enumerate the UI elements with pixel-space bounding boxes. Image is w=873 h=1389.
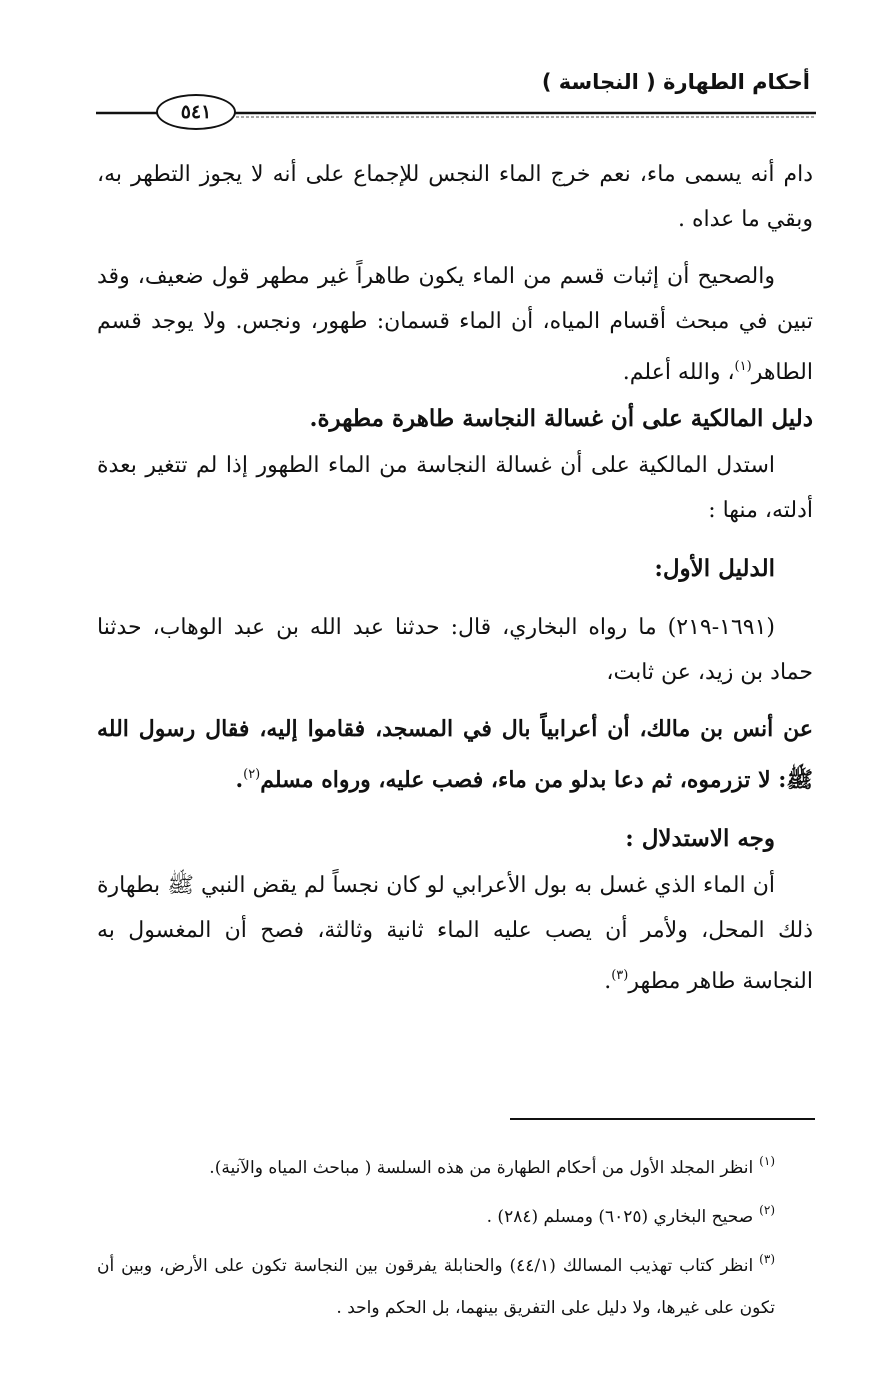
footnote-1-text: انظر المجلد الأول من أحكام الطهارة من هذه السلسة ( مباحث المياه والآنية). xyxy=(209,1158,754,1178)
footnote-1 xyxy=(97,1140,813,1189)
paragraph-2-end: ، والله أعلم. xyxy=(622,360,735,385)
footnote-separator xyxy=(510,1118,815,1120)
paragraph-4: (١٦٩١-٢١٩) ما رواه البخاري، قال: حدثنا عبد الله بن عبد الوهاب، حدثنا حماد بن زيد، عن ثابت، xyxy=(97,615,813,685)
section-heading: دليل المالكية على أن غسالة النجاسة طاهرة مطهرة. xyxy=(309,405,813,432)
paragraph-5-end: . xyxy=(604,969,612,994)
hadith-body: عن أنس بن مالك، أن أعرابياً بال في المسجد، فقاموا إليه، فقال رسول الله ﷺ: لا تزرموه، ثم دعا بدلو من ماء، فصب عليه، ورواه مسلم xyxy=(97,716,813,793)
footnote-3-number: (٣) xyxy=(759,1252,775,1266)
subheading-reasoning: وجه الاستدلال : xyxy=(625,825,775,852)
paragraph-5 xyxy=(97,863,813,1004)
footnote-ref-3[interactable]: (٣) xyxy=(611,968,629,983)
paragraph-1: دام أنه يسمى ماء، نعم خرج الماء النجس للإجماع على أنه لا يجوز التطهر به، وبقي ما عداه . xyxy=(97,162,813,232)
paragraph-2-text: والصحيح أن إثبات قسم من الماء يكون طاهراً غير مطهر قول ضعيف، وقد تبين في مبحث أقسام المياه، أن الماء قسمان: طهور، ونجس. ولا يوجد قسم الطاهر xyxy=(97,264,813,385)
paragraph-3: استدل المالكية على أن غسالة النجاسة من الماء الطهور إذا لم تتغير بعدة أدلته، منها : xyxy=(97,453,813,523)
subheading-first-evidence: الدليل الأول: xyxy=(654,555,775,582)
footnote-2-text: صحيح البخاري (٦٠٢٥) ومسلم (٢٨٤) . xyxy=(486,1207,754,1227)
paragraph-2 xyxy=(97,254,813,395)
paragraph-5-text: أن الماء الذي غسل به بول الأعرابي لو كان نجساً لم يقض النبي ﷺ بطهارة ذلك المحل، ولأمر أن يصب عليه الماء ثانية وثالثة، فصح أن المغسول به النجاسة طاهر مطهر xyxy=(97,873,813,994)
footnote-3 xyxy=(97,1238,813,1329)
footnote-3-text: انظر كتاب تهذيب المسالك (٤٤/١) والحنابلة يفرقون بين النجاسة تكون على الأرض، وبين أن تكون على غيرها، ولا دليل على التفريق بينهما، بل الحكم واحد . xyxy=(97,1256,775,1318)
main-text xyxy=(97,152,813,1004)
page-header xyxy=(96,62,816,132)
footnote-1-number: (١) xyxy=(759,1154,775,1168)
footnotes xyxy=(97,1140,813,1329)
footnote-ref-2[interactable]: (٢) xyxy=(243,767,261,782)
running-title: أحكام الطهارة ( النجاسة ) xyxy=(541,70,810,94)
footnote-ref-1[interactable]: (١) xyxy=(734,359,752,374)
hadith-text xyxy=(97,707,813,803)
hadith-end: . xyxy=(235,767,244,793)
footnote-2 xyxy=(97,1189,813,1238)
footnote-2-number: (٢) xyxy=(759,1203,775,1217)
page-number: ٥٤١ xyxy=(156,94,236,130)
